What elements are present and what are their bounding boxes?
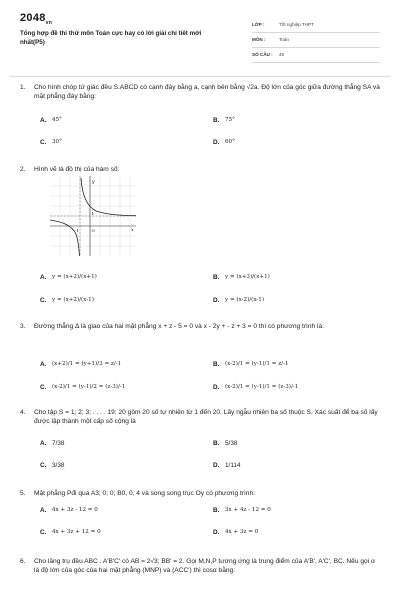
option-label: B. bbox=[213, 274, 220, 281]
question-text: Hình vẽ là đồ thị của hàm số: bbox=[34, 166, 120, 173]
option-value: 5/38 bbox=[225, 440, 238, 447]
meta-row-class bbox=[252, 18, 380, 33]
option-value: 4x + 3z = 0 bbox=[225, 529, 259, 535]
option-label: D. bbox=[213, 529, 220, 536]
option-label: A. bbox=[40, 361, 47, 368]
question-number: 1. bbox=[20, 84, 26, 91]
option-value: 60° bbox=[225, 139, 235, 145]
meta-info bbox=[252, 18, 380, 63]
option-label: A. bbox=[40, 440, 47, 447]
option-label: B. bbox=[213, 507, 220, 514]
option-label: C. bbox=[40, 297, 47, 304]
option-label: D. bbox=[213, 139, 220, 146]
function-graph bbox=[50, 176, 136, 256]
meta-value: 49 bbox=[279, 52, 285, 57]
option-label: B. bbox=[213, 361, 220, 368]
question-number: 3. bbox=[20, 323, 26, 330]
option-value: y = (x+3)/(x+1) bbox=[225, 274, 270, 280]
option-value: 4x + 3z - 12 = 0 bbox=[52, 507, 98, 513]
option-label: C. bbox=[40, 384, 47, 391]
option-value: 3/38 bbox=[52, 462, 65, 469]
logo-text: 2048 bbox=[20, 12, 46, 24]
page-title: Tổng hợp đề thi thử môn Toán cực hay có lời giải chi tiết mới nhất(P5) bbox=[20, 30, 202, 46]
left-branch bbox=[50, 220, 80, 256]
meta-label: MÔN : bbox=[252, 37, 266, 42]
tick-label: 1 bbox=[91, 211, 95, 216]
option-label: A. bbox=[40, 117, 47, 124]
option-value: y = (x+2)/(x+1) bbox=[52, 274, 97, 280]
question-text: Đường thẳng Δ là giao của hai mặt phẳng x + z - 5 = 0 và x - 2y + - z + 3 = 0 thì có phương trình là: bbox=[34, 323, 325, 330]
option-value: 30° bbox=[52, 139, 62, 145]
question-number: 6. bbox=[20, 558, 26, 565]
option-value: 4x + 3z + 12 = 0 bbox=[52, 529, 101, 535]
x-axis-label: x bbox=[131, 228, 134, 233]
option-value: (x-2)/1 = (y-1)/1 = z/-1 bbox=[225, 361, 289, 367]
option-label: D. bbox=[213, 384, 220, 391]
y-axis-label: y bbox=[92, 180, 95, 185]
option-label: A. bbox=[40, 507, 47, 514]
option-value: y = (x-2)/(x-1) bbox=[225, 297, 265, 303]
option-label: D. bbox=[213, 462, 220, 469]
option-value: 3x + 4z - 12 = 0 bbox=[225, 507, 271, 513]
option-label: B. bbox=[213, 440, 220, 447]
question-text: Cho tập S = 1; 2; 3; . . . . 19; 20 gồm 20 số tự nhiên từ 1 đến 20. Lấy ngẫu nhiên ba số thuộc S. Xác suất để ba số lấy được lập thành một cấp số cộng là bbox=[34, 409, 378, 425]
origin-label: O bbox=[91, 228, 95, 233]
question-number: 4. bbox=[20, 409, 26, 416]
option-value: 7/38 bbox=[52, 440, 65, 447]
site-logo[interactable] bbox=[20, 12, 52, 26]
option-label: C. bbox=[40, 462, 47, 469]
option-value: 45° bbox=[52, 117, 62, 123]
question-number: 5. bbox=[20, 490, 26, 497]
question-text: Cho hình chóp tứ giác đều S.ABCD có cạnh đáy bằng a, cạnh bên bằng √2a. Độ lớn của góc giữa đường thẳng SA và mặt phẳng đáy bằng: bbox=[34, 84, 380, 100]
option-label: C. bbox=[40, 529, 47, 536]
question-text: Mặt phẳng Pđi qua A3; 0; 0; B0, 0, 4 và song song trục Oy có phương trình: bbox=[34, 490, 255, 497]
option-label: B. bbox=[213, 117, 220, 124]
option-value: (x+2)/1 = (y+1)/3 = z/-1 bbox=[52, 361, 122, 367]
meta-value: Toán bbox=[279, 37, 289, 42]
meta-row-subject bbox=[252, 33, 380, 48]
option-label: D. bbox=[213, 297, 220, 304]
option-value: 75° bbox=[225, 117, 235, 123]
logo-suffix: vn bbox=[45, 20, 53, 27]
option-value: (x-2)/1 = (y-1)/1 = (z-3)/-1 bbox=[225, 384, 299, 390]
graph-svg bbox=[50, 176, 136, 256]
question-number: 2. bbox=[20, 166, 26, 173]
meta-label: SỐ CÂU : bbox=[252, 52, 273, 57]
page-header bbox=[20, 12, 380, 74]
tick-label: -1 bbox=[75, 228, 79, 233]
header-divider bbox=[10, 76, 390, 77]
meta-row-count bbox=[252, 48, 380, 63]
meta-label: LỚP : bbox=[252, 22, 265, 27]
option-label: A. bbox=[40, 274, 47, 281]
option-label: C. bbox=[40, 139, 47, 146]
option-value: (x-2)/1 = (y-1)/2 = (z-3)/-1 bbox=[52, 384, 126, 390]
option-value: 1/114 bbox=[225, 462, 241, 469]
question-text: Cho lăng trụ đều ABC . A′B′C′ có AB = 2√3; BB′ = 2. Gọi M,N,P tương ứng là trung điểm của A′B′, A′C′, BC. Nếu gọi α là độ lớn của góc của hai mặt phẳng (MNP) và (ACC′) thì cosα bằng: bbox=[34, 558, 375, 574]
option-value: y = (x+2)/(x-1) bbox=[52, 297, 94, 303]
meta-value: Tốt nghiệp THPT bbox=[279, 22, 314, 27]
right-branch bbox=[81, 178, 136, 216]
